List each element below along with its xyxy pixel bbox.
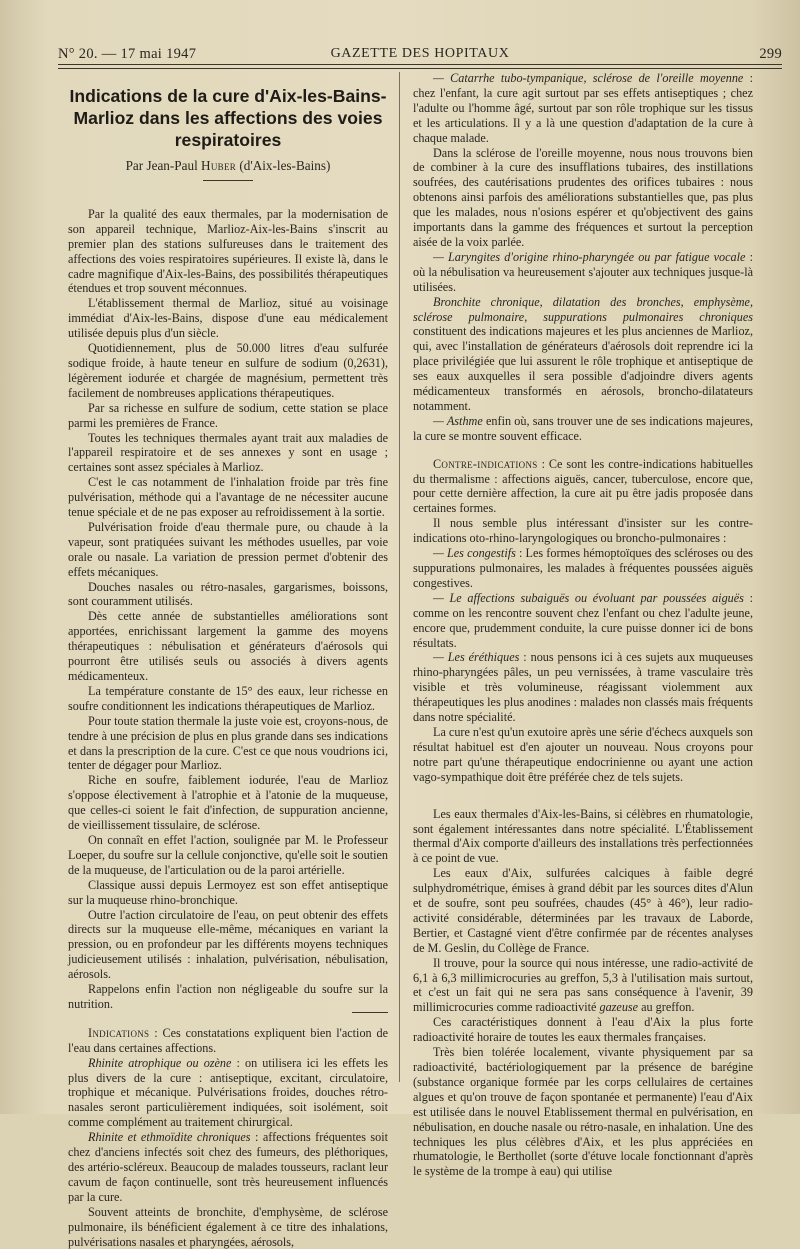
congestifs-heading: — Les congestifs [433,546,516,561]
header-rule-secondary [58,68,782,69]
contre-indications-paragraph: Contre-indications : Ce sont les contre-indications habituelles du thermalisme : affections aiguës, cancer, tuberculose, encore que, pour cette dernière affection, la cure ait pu être jadis proposée dans certaines formes. [413,456,753,516]
paragraph: Les eaux d'Aix, sulfurées calciques à faible degré sulphydrométrique, émises à grand débit par les sources dites d'Alun et de soufre, sont peu soufrées, chaudes (45° à 46°), leur radio-activité considérable, déterminées par les travaux de Laborde, Bertier, et Castagné vient d'être confirmée par de récentes analyses de M. Geslin, du Collège de France. [413,866,753,955]
paragraph: Dans la sclérose de l'oreille moyenne, nous nous trouvons bien de combiner à la cure des insufflations tubaires, des instillations soufrées, des cautérisations prudentes des orifices tubaires : nous obtenons ainsi parfois des améliorations substantielles que, pas plus que les malades, nous n'osions espérer et qu'objectivent des gains importants dans la gamme des fréquences et surtout la perception aisée de la voix parlée. [413,145,753,249]
right-column [413,71,753,1179]
paragraph: Pour toute station thermale la juste voie est, croyons-nous, de tendre à une précision de plus en plus grande dans ses indications et dans la prescription de la cure. C'est ce que nous voudrions ici, tenter de dégager pour Marlioz. [68,713,388,773]
paragraph: Riche en soufre, faiblement iodurée, l'eau de Marlioz s'oppose électivement à l'atrophie et à l'atonie de la muqueuse, que celles-ci soient le fait d'infection, de suppuration ancienne, de vieillissement tissulaire, de sclérose. [68,773,388,833]
journal-name: GAZETTE DES HOPITAUX [330,46,510,61]
indications-paragraph: Indications : Ces constatations expliquent bien l'action de l'eau dans certaines affections. [68,1025,388,1055]
paragraph: Classique aussi depuis Lermoyez est son effet antiseptique sur la muqueuse rhino-bronchique. [68,877,388,907]
indications-heading: Indications [88,1025,150,1040]
paragraph: La température constante de 15° des eaux, leur richesse en soufre conditionnent les indications thérapeutiques de Marlioz. [68,683,388,713]
title-separator [203,180,253,181]
paragraph: Pulvérisation froide d'eau thermale pure, ou chaude à la vapeur, sont pratiquées suivant les méthodes usuelles, par voie orale ou nasale. La variation de pression permet d'obtenir des effets mécaniques. [68,519,388,579]
paragraph: Par sa richesse en sulfure de sodium, cette station se place parmi les premières de France. [68,400,388,430]
erethiques-heading: — Les éréthiques [433,650,520,665]
paragraph: Ces caractéristiques donnent à l'eau d'Aix la plus forte radioactivité horaire de toutes les eaux thermales françaises. [413,1015,753,1045]
paragraph: C'est le cas notamment de l'inhalation froide par très fine pulvérisation, méthode qui a l'avantage de ne nécessiter aucune tenue spéciale et de ne pas exposer au refroidissement à la sortie. [68,475,388,520]
article-title: Indications de la cure d'Aix-les-Bains-Marlioz dans les affections des voies respiratoires [69,86,387,150]
catarrhe-heading: — Catarrhe tubo-tympanique, sclérose de l'oreille moyenne [433,71,744,85]
subaigues-paragraph: — Le affections subaiguës ou évoluant par poussées aiguës : comme on les rencontre souvent chez l'enfant ou chez l'adulte jeune, encore que, prudemment conduite, la cure puisse donner ici de bons résultats. [413,590,753,650]
paragraph: Les eaux thermales d'Aix-les-Bains, si célèbres en rhumatologie, sont également intéressantes dans notre spécialité. L'Établissement thermal d'Aix comporte d'ailleurs des installations très perfectionnées à ce point de vue. [413,806,753,866]
paragraph: Il nous semble plus intéressant d'insister sur les contre-indications oto-rhino-laryngologiques ou broncho-pulmonaires : [413,516,753,546]
paragraph: Toutes les techniques thermales ayant trait aux maladies de l'appareil respiratoire et de ses annexes y sont en usage ; certaines sont assez spéciales à Marlioz. [68,430,388,475]
issue-date: N° 20. — 17 mai 1947 [58,46,197,62]
paragraph: Souvent atteints de bronchite, d'emphysème, de sclérose pulmonaire, ils bénéficient également à ce titre des inhalations, pulvérisations nasales et pharyngées, aérosols, [68,1204,388,1249]
paragraph: Douches nasales ou rétro-nasales, gargarismes, boissons, sont couramment utilisés. [68,579,388,609]
laryngites-paragraph: — Laryngites d'origine rhino-pharyngée ou par fatigue vocale : où la nébulisation va heureusement s'ajouter aux techniques jusque-là utilisées. [413,249,753,294]
paragraph: L'établissement thermal de Marlioz, situé au voisinage immédiat d'Aix-les-Bains, dispose d'une eau médicalement utilisée depuis plus d'un siècle. [68,296,388,341]
paragraph: Rappelons enfin l'action non négligeable du soufre sur la nutrition. [68,982,388,1011]
bronchite-heading: Bronchite chronique, dilatation des bronches, emphysème, sclérose pulmonaire, suppurations pulmonaires chroniques [413,294,753,324]
erethiques-paragraph: — Les éréthiques : nous pensons ici à ces sujets aux muqueuses rhino-pharyngées pâles, un peu vernissées, à trame vasculaire très visible et très volumineuse, réagissant violemment aux thérapeutiques les plus anodines : malades non classés mais fréquents dans notre spécialité. [413,650,753,725]
rhinite-paragraph: Rhinite atrophique ou ozène : on utilisera ici les effets les plus divers de la cure : antiseptique, excitant, circulatoire, trophique et mécanique. Pulvérisations froides, douches rétro-nasales seront particulièrement indiquées, soit isolément, soit comme complément au traitement chirurgical. [68,1055,389,1130]
paragraph: Outre l'action circulatoire de l'eau, on peut obtenir des effets directs sur la muqueuse elle-même, mécaniques en variant la pression, ou en profondeur par les différents moyens techniques judicieusement utilisés : inhalation, pulvérisation, nébulisation, aérosols. [68,907,388,982]
paragraph: La cure n'est qu'un exutoire après une série d'échecs auxquels son résultat habituel est d'en ajouter un nouveau. Nous croyons pour notre part qu'une thérapeutique endocrinienne ou ayant une action vago-sympathique doit être préférée chez de tels sujets. [413,724,753,784]
bronchite-paragraph: Bronchite chronique, dilatation des bronches, emphysème, sclérose pulmonaire, suppurations pulmonaires chroniques constituent des indications majeures et les plus anciennes de Marlioz, qui, avec l'installation de générateurs d'aérosols doit reprendre ici la place privilégiée que lui assurent le rôle trophique et antiseptique de ses eaux auxquelles il sera possible d'adjoindre divers agents médicamenteux transformés en aérosols, broncho-dilatateurs notamment. [413,294,753,413]
paragraph: On connaît en effet l'action, soulignée par M. le Professeur Loeper, du soufre sur la cellule conjonctive, qu'elle soit le soutien de la muqueuse, de l'articulation ou de la paroi artérielle. [68,832,388,877]
ethmoidite-paragraph: Rhinite et ethmoïdite chroniques : affections fréquentes soit chez d'anciens infectés soit chez des fumeurs, des pléthoriques, des artério-scléreux. Beaucoup de malades tousseurs, raclant leur cavum de façon continuelle, sont très heureusement influencés par la cure. [68,1130,389,1204]
paragraph: Dès cette année de substantielles améliorations sont apportées, enrichissant largement la gamme des moyens thérapeutiques : nébulisation et générateurs d'aérosols qui pourront être utilisés seuls ou associés à divers agents médicamenteux. [68,609,388,683]
author-name: Huber [201,158,237,173]
paragraph: Par la qualité des eaux thermales, par la modernisation de son appareil technique, Marlioz-Aix-les-Bains s'inscrit au premier plan des stations sulfureuses dans le traitement des affections des voies respiratoires supérieures. Il existe là, dans le cadre magnifique d'Aix-les-Bains, des possibilités thérapeutiques étendues et trop souvent méconnues. [68,206,388,296]
article-byline: Par Jean-Paul Huber (d'Aix-les-Bains) [125,158,331,173]
paragraph: Quotidiennement, plus de 50.000 litres d'eau sulfurée sodique froide, à haute teneur en sulfure de sodium (0,2631), légèrement iodurée et chargée de magnésium, permettent très facilement de nombreuses applications thérapeutiques. [68,341,388,400]
rhinite-heading: Rhinite atrophique ou ozène [88,1055,232,1070]
left-column [68,76,388,1249]
asthme-heading: — Asthme [433,413,483,428]
ethmoidite-heading: Rhinite et ethmoïdite chroniques [88,1130,251,1145]
congestifs-paragraph: — Les congestifs : Les formes hémoptoïques des scléroses ou des suppurations pulmonaires, les malades à fréquentes poussées aiguës congestives. [413,546,753,590]
catarrhe-paragraph: — Catarrhe tubo-tympanique, sclérose de l'oreille moyenne : chez l'enfant, la cure agit surtout par ses effets antiseptiques ; chez l'adulte ou l'homme âgé, surtout par son rôle trophique sur les tissus et les articulations. Il y a là une question d'adaptation de la cure à chaque malade. [413,71,754,145]
header-rule [58,64,782,65]
page-number: 299 [759,46,782,62]
radioactivite-paragraph: Il trouve, pour la source qui nous intéresse, une radio-activité de 6,1 à 6,3 millimicrocuries au greffon, 5,3 à l'utilisation mais surtout, et c'est un fait qui ne sera pas sans conséquence à l'avenir, 39 millimicrocuries comme radioactivité gazeuse au greffon. [413,955,753,1015]
contre-indications-heading: Contre-indications [433,456,538,471]
paragraph: Très bien tolérée localement, vivante physiquement par sa radioactivité, bactériologiquement par la présence de barégine (substance organique formée par les corps cellulaires de certaines algues et qu'on trouve de façon spontanée et permanente) l'eau d'Aix est utilisée dans le nouvel Etablissement thermal en pulvérisation, en nébulisation, en douche nasale ou rétro-nasale, en inhalation. Une des techniques les plus célèbres d'Aix, et les plus appréciées en rhumatologie, le Berthollet (sorte d'étuve locale fonctionnant d'après le système de la trompe à eau) qui utilise [413,1045,753,1179]
laryngites-heading: — Laryngites d'origine rhino-pharyngée ou par fatigue vocale [433,249,746,264]
running-header [58,46,782,66]
asthme-paragraph: — Asthme enfin où, sans trouver une de ses indications majeures, la cure se montre souvent efficace. [413,413,753,443]
subaigues-heading: — Le affections subaiguës ou évoluant par poussées aiguës [433,590,744,605]
column-divider [399,72,400,1082]
